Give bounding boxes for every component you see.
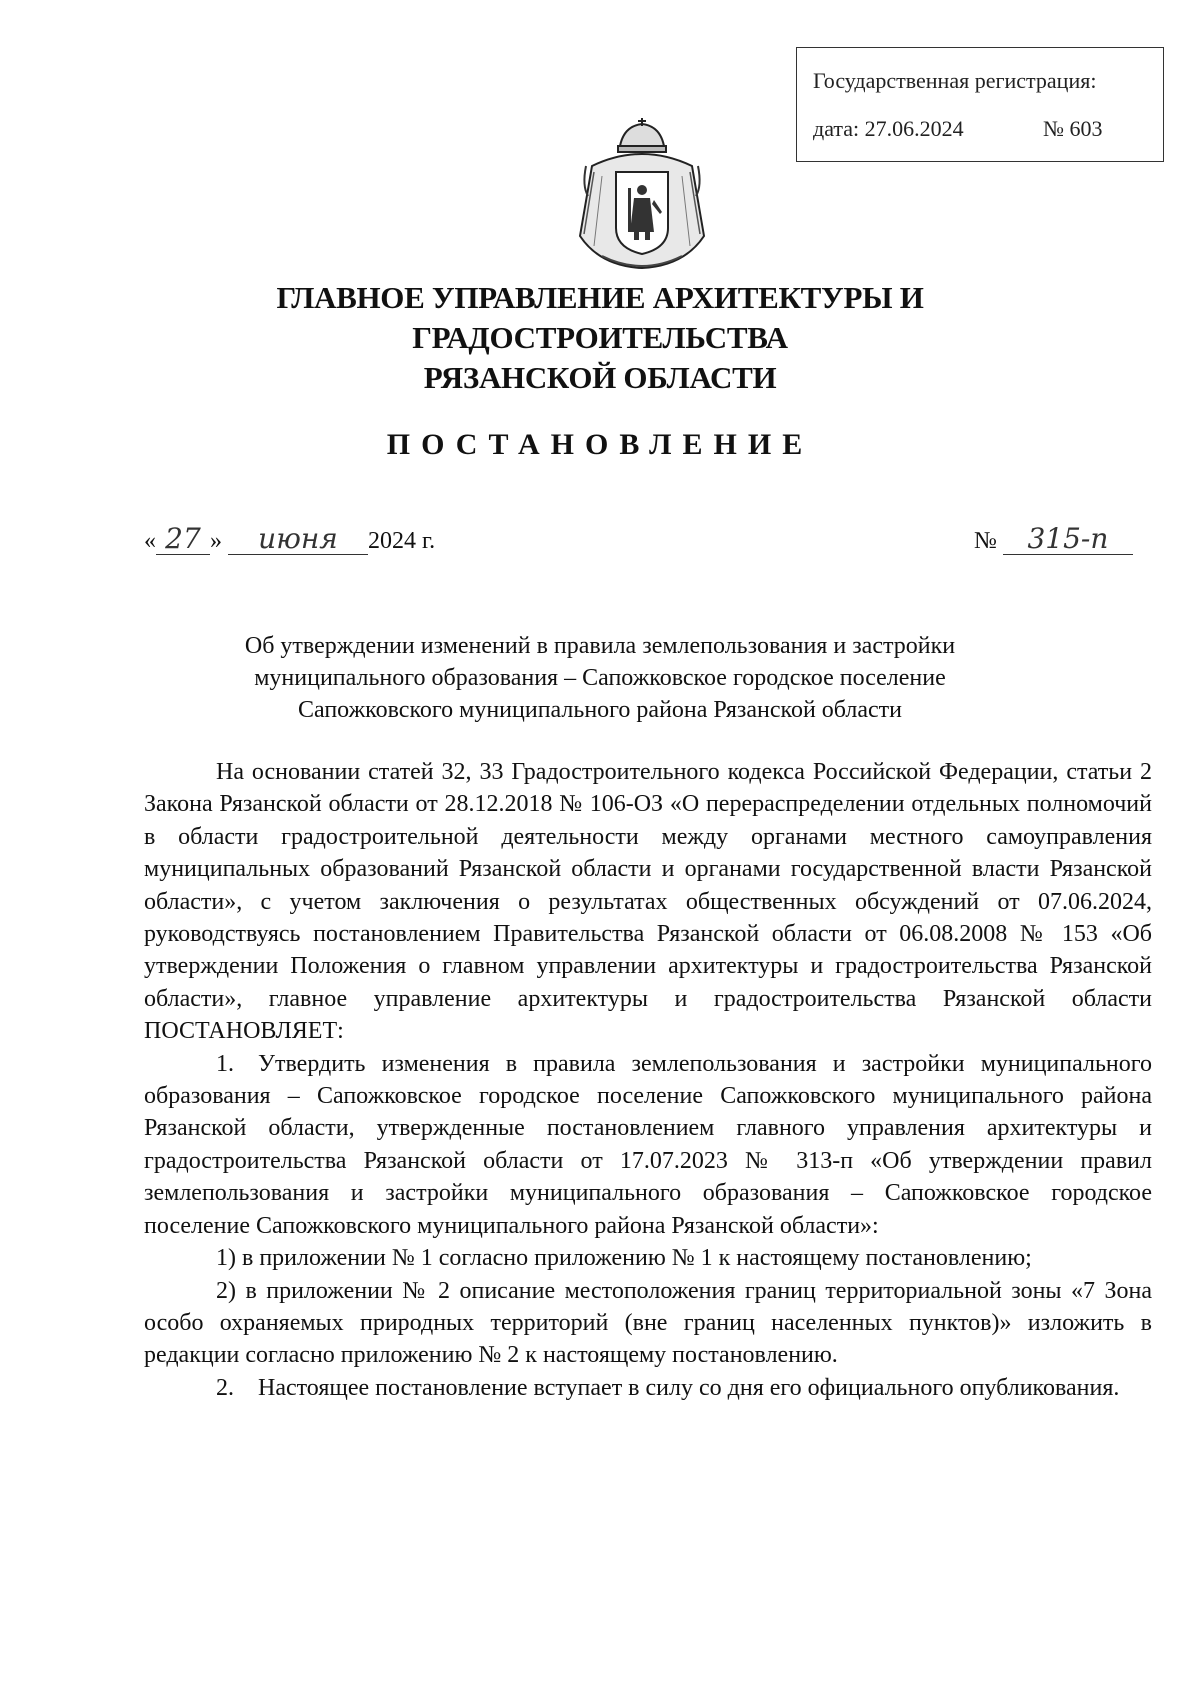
document-type-heading: ПОСТАНОВЛЕНИЕ — [386, 428, 814, 461]
document-subject — [150, 630, 1050, 726]
document-number — [974, 524, 1133, 555]
handwritten-number: 315-п — [1003, 524, 1133, 555]
agency-name-line-2: РЯЗАНСКОЙ ОБЛАСТИ — [423, 360, 777, 395]
coat-of-arms-emblem — [572, 116, 712, 272]
item-1-1-paragraph: 1) в приложении № 1 согласно приложению № 1 к настоящему постановлению; — [216, 1245, 1032, 1272]
registration-stamp — [796, 47, 1164, 162]
agency-name — [100, 278, 1100, 398]
handwritten-day: 27 — [156, 524, 210, 555]
document-body — [144, 756, 1152, 1404]
subject-line-1: Об утверждении изменений в правила землепользования и застройки — [244, 633, 956, 659]
subject-line-3: Сапожковского муниципального района Рязанской области — [297, 697, 903, 723]
preamble-paragraph: На основании статей 32, 33 Градостроительного кодекса Российской Федерации, статьи 2 Закона Рязанской области от 28.12.2018 № 106-ОЗ «О перераспределении отдельных полномочий в области градостроительной деятельности между органами местного самоуправления муниципальных образований Рязанской области и органами государственной власти Рязанской области», с учетом заключения о результатах общественных обсуждений от 07.06.2024, руководствуясь постановлением Правительства Рязанской области от 06.08.2008 № 153 «Об утверждении Положения о главном управлении архитектуры и градостроительства Рязанской области», главное управление архитектуры и градостроительства Рязанской области ПОСТАНОВЛЯЕТ: — [144, 759, 1152, 1045]
handwritten-month: июня — [228, 524, 368, 555]
subject-line-2: муниципального образования – Сапожковское городское поселение — [254, 665, 946, 691]
date-open-quote: « — [144, 528, 156, 554]
registration-title: Государственная регистрация: — [813, 68, 1097, 93]
registration-date: дата: 27.06.2024 — [813, 116, 964, 141]
registration-number: № 603 — [1043, 116, 1103, 141]
document-date — [144, 524, 435, 555]
date-close-quote: » — [210, 528, 222, 554]
item-2-paragraph: 2. Настоящее постановление вступает в силу со дня его официального опубликования. — [216, 1374, 1120, 1401]
item-1-paragraph: 1. Утвердить изменения в правила землепользования и застройки муниципального образования – Сапожковское городское поселение Сапожковского муниципального района Рязанской области, утвержденные постановлением главного управления архитектуры и градостроительства Рязанской области от 17.07.2023 № 313-п «Об утверждении правил землепользования и застройки муниципального образования – Сапожковское городское поселение Сапожковского муниципального района Рязанской области»: — [144, 1050, 1152, 1239]
date-year: 2024 г. — [368, 528, 436, 554]
item-1-2-paragraph: 2) в приложении № 2 описание местоположения границ территориальной зоны «7 Зона особо охраняемых природных территорий (вне границ населенных пунктов)» изложить в редакции согласно приложению № 2 к настоящему постановлению. — [144, 1277, 1152, 1369]
crown-icon — [618, 118, 666, 152]
agency-name-line-1: ГЛАВНОЕ УПРАВЛЕНИЕ АРХИТЕКТУРЫ И ГРАДОСТРОИТЕЛЬСТВА — [276, 280, 924, 355]
number-prefix: № — [974, 528, 997, 554]
